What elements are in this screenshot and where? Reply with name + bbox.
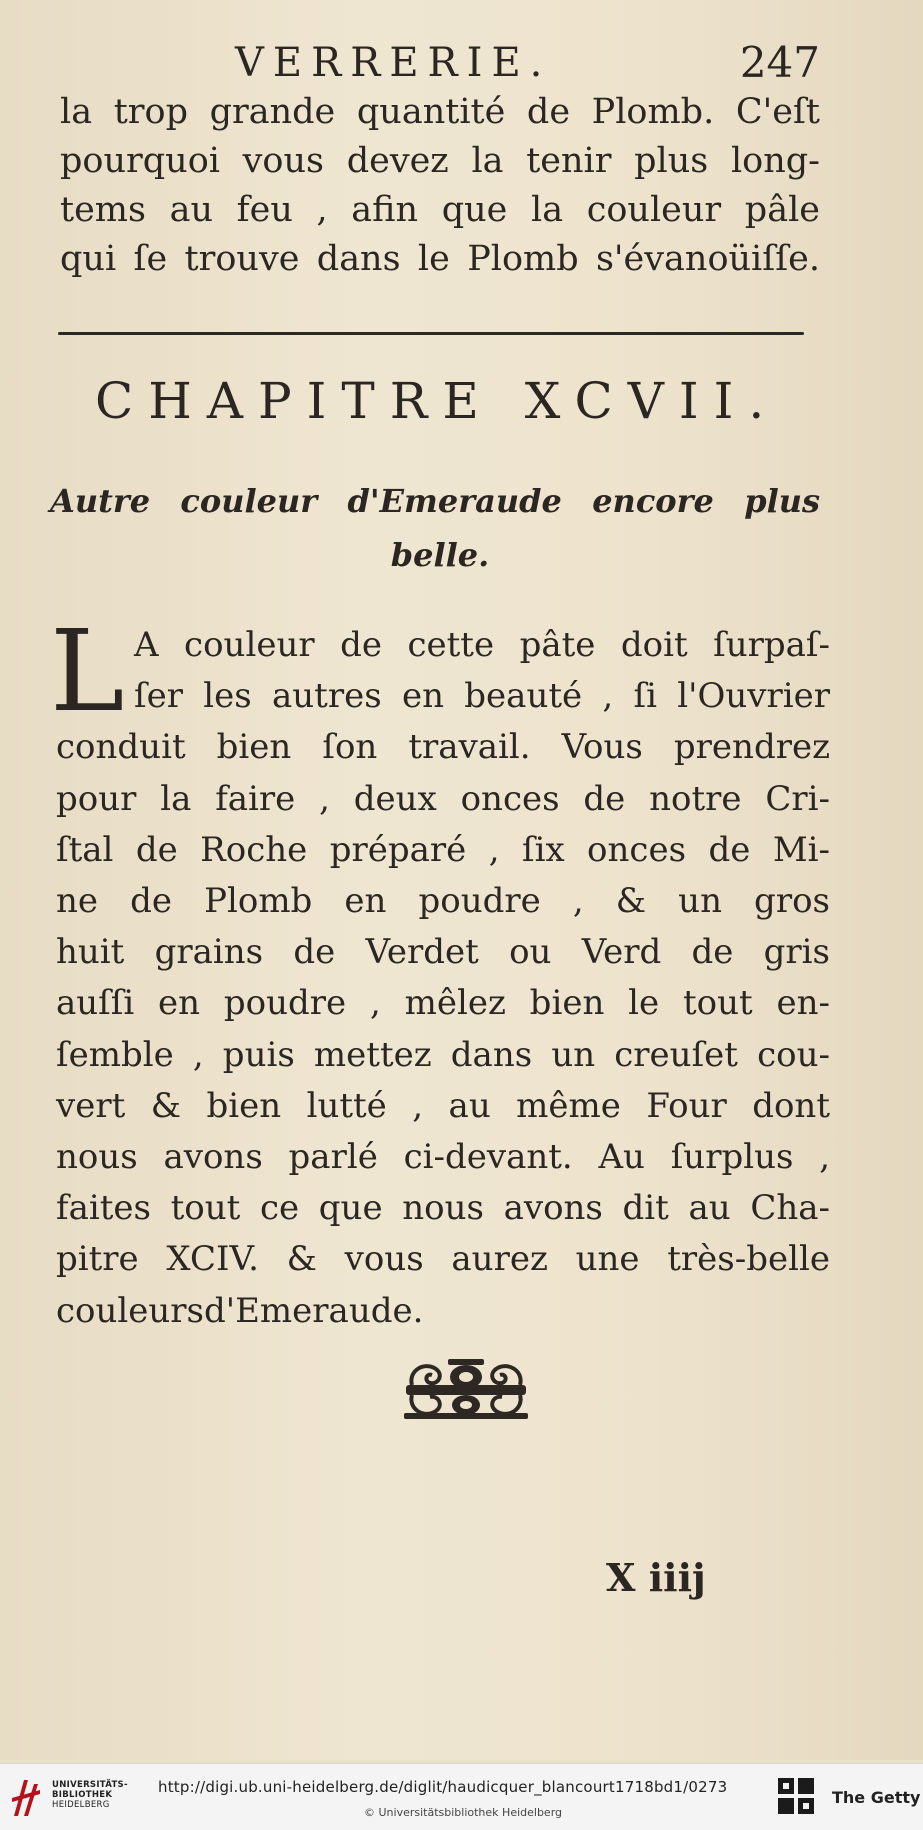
library-name xyxy=(52,1780,128,1810)
text-line: la trop grande quantité de Plomb. C'eſt xyxy=(60,92,820,132)
getty-logo-icon[interactable] xyxy=(776,1776,816,1818)
library-name-line: BIBLIOTHEK xyxy=(52,1790,113,1800)
chapter-heading: CHAPITRE XCVII. xyxy=(95,372,780,430)
printers-ornament-icon xyxy=(402,1355,530,1425)
text-line: pour la faire , deux onces de notre Cri- xyxy=(56,778,830,819)
signature-mark: X iiij xyxy=(606,1555,706,1600)
text-line: pitre XCIV. & vous aurez une très-belle xyxy=(56,1239,830,1280)
copyright-notice: © Universitätsbibliothek Heidelberg xyxy=(364,1806,563,1819)
chapter-subtitle xyxy=(50,474,820,582)
text-line: vert & bien lutté , au même Four dont xyxy=(56,1085,830,1126)
subtitle-line: Autre couleur d'Emeraude encore plus xyxy=(50,482,820,520)
source-url-link[interactable]: http://digi.ub.uni-heidelberg.de/diglit/haudicquer_blancourt1718bd1/0273 xyxy=(158,1778,728,1796)
chapter-body xyxy=(50,607,830,1337)
text-line: pourquoi vous devez la tenir plus long- xyxy=(60,141,820,181)
text-line: ſtal de Roche préparé , ſix onces de Mi- xyxy=(56,829,830,870)
text-line: nous avons parlé ci-devant. Au ſurplus , xyxy=(56,1137,830,1178)
subtitle-line: belle. xyxy=(390,536,490,574)
continued-paragraph xyxy=(60,88,820,284)
text-line: conduit bien ſon travail. Vous prendrez xyxy=(56,727,830,768)
text-line: tems au feu , afin que la couleur pâle xyxy=(60,190,820,230)
section-divider xyxy=(58,332,804,335)
text-line: ſemble , puis mettez dans un creuſet cou- xyxy=(56,1034,830,1075)
running-title: VERRERIE. xyxy=(235,40,552,86)
page-number: 247 xyxy=(739,38,820,87)
text-line: huit grains de Verdet ou Verd de gris xyxy=(56,932,830,973)
text-line: auſſi en poudre , mêlez bien le tout en- xyxy=(56,983,830,1024)
viewer-footer xyxy=(0,1763,923,1830)
text-line: qui ſe trouve dans le Plomb s'évanoüiſſe. xyxy=(60,239,820,279)
text-line: A couleur de cette pâte doit ſurpaſ- xyxy=(134,625,830,665)
getty-name: The Getty xyxy=(832,1788,921,1807)
library-name-line: UNIVERSITÄTS- xyxy=(52,1780,128,1790)
library-name-line: HEIDELBERG xyxy=(52,1800,110,1810)
text-line: ſer les autres en beauté , ſi l'Ouvrier xyxy=(134,676,830,717)
drop-cap: L xyxy=(50,607,125,737)
text-line: faites tout ce que nous avons dit au Cha- xyxy=(56,1188,830,1229)
text-line: ne de Plomb en poudre , & un gros xyxy=(56,881,830,922)
text-line: couleursd'Emeraude. xyxy=(56,1290,424,1331)
university-library-logo-icon[interactable] xyxy=(10,1776,44,1818)
